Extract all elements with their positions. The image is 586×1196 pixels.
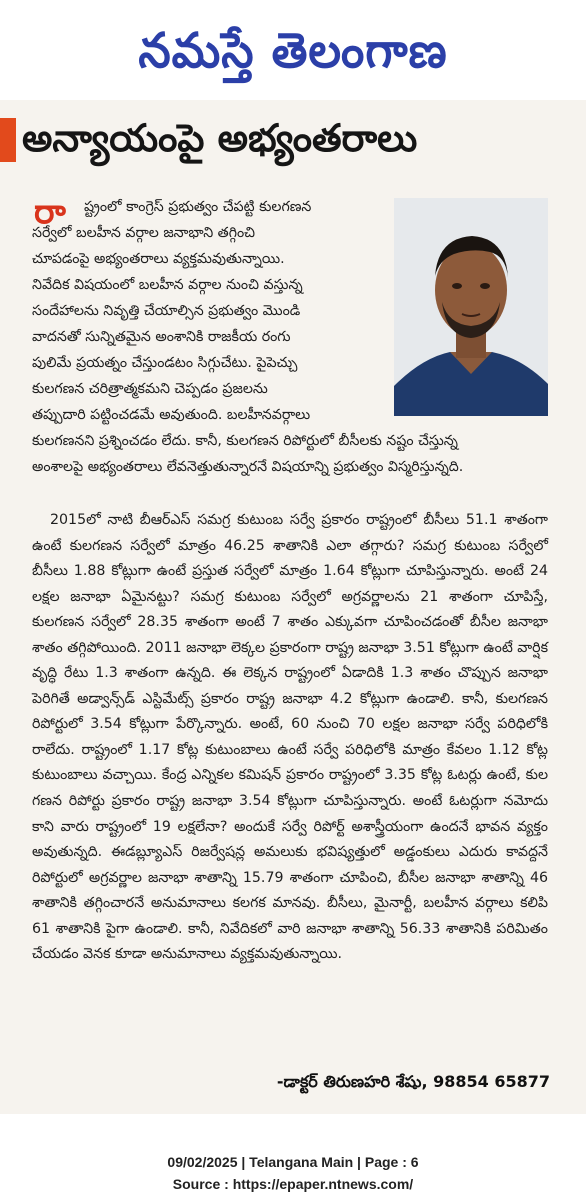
page-footer: [0, 1114, 586, 1196]
paragraph-line: కులగణన చరిత్రాత్మకమని చెప్పడం ప్రజలను: [32, 381, 268, 397]
paragraph-line: అంశాలపై అభ్యంతరాలు లేవనెత్తుతున్నారనే విషయాన్ని ప్రభుత్వం విస్మరిస్తున్నది.: [32, 459, 464, 475]
article-clipping: [0, 100, 586, 1114]
paragraph-line: సందేహాలను నివృత్తి చేయాల్సిన ప్రభుత్వం మొండి: [32, 303, 301, 319]
paragraph-line: ష్ట్రంలో కాంగ్రెస్ ప్రభుత్వం చేపట్టి కులగణన: [84, 199, 312, 215]
drop-cap: రా: [34, 192, 66, 232]
article-paragraph-1: [32, 194, 548, 480]
paragraph-line: నివేదిక విషయంలో బలహీన వర్గాల నుంచి వస్తున్న: [32, 277, 303, 293]
footer-edition-info: 09/02/2025 | Telangana Main | Page : 6: [167, 1154, 419, 1170]
paragraph-line: తప్పుదారి పట్టించడమే అవుతుంది. బలహీనవర్గాలు: [32, 407, 311, 423]
article-paragraph-2: 2015లో నాటి బీఆర్ఎస్ సమగ్ర కుటుంబ సర్వే ప్రకారం రాష్ట్రంలో బీసీలు 51.1 శాతంగా ఉంటే కులగణన సర్వేలో మాత్రం 46.25 శాతానికి ఎలా తగ్గారు? సమగ్ర కుటుంబ సర్వేలో బీసీలు 1.88 కోట్లుగా ఉంటే ప్రస్తుత సర్వేలో మాత్రం 1.64 కోట్లుగా చూపిస్తున్నారు. అంటే 24 లక్షల జనాభా ఏమైనట్టు? సమగ్ర కుటుంబ సర్వేలో అగ్రవర్ణాలను 21 శాతంగా చూపిస్తే, కులగణన సర్వేలో 28.35 శాతంగా అంటే 7 శాతం ఎక్కువగా చూపించడంతో బీసీల జనాభా శాతం తగ్గిపోయింది. 2011 జనాభా లెక్కల ప్రకారంగా రాష్ట్ర జనాభా 3.51 కోట్లుగా ఉంటే వార్షిక వృద్ధి రేటు 1.3 శాతంగా ఉన్నది. ఈ లెక్కన రాష్ట్రంలో ఏడాదికి 1.3 శాతం చొప్పున జనాభా పెరిగితే అడ్వాన్స్‌డ్ ఎస్టిమేట్స్ ప్రకారం రాష్ట్ర జనాభా 4.2 కోట్లుగా ఉండాలి. కానీ, కులగణన రిపోర్టులో 3.54 కోట్లుగా పేర్కొన్నారు. అంటే, 60 నుంచి 70 లక్షల జనాభా సర్వే పరిధిలోకి రాలేదు. రాష్ట్రంలో 1.17 కోట్ల కుటుంబాలు ఉంటే సర్వే పరిధిలోకి మాత్రం కేవలం 1.12 కోట్ల కుటుంబాలు వచ్చాయి. కేంద్ర ఎన్నికల కమిషన్ ప్రకారం రాష్ట్రంలో 3.35 కోట్ల ఓటర్లు ఉంటే, కుల గణన రిపోర్టు ప్రకారం రాష్ట్ర జనాభా 3.54 కోట్లుగా చూపిస్తున్నారు. అంటే ఓటర్లుగా నమోదు కాని వారు రాష్ట్రంలో 19 లక్షలేనా? అందుకే సర్వే రిపోర్ట్ అశాస్త్రీయంగా ఉందనే భావన వ్యక్తం అవుతున్నది. ఈడబ్ల్యూఎస్ రిజర్వేషన్ల అమలుకు భవిష్యత్తులో అడ్డంకులు ఎదురు కావద్దనే రిపోర్టులో అగ్రవర్ణాల జనాభా శాతాన్ని 15.79 శాతంగా చూపించి, బీసీల జనాభా శాతాన్ని 46 శాతానికి తగ్గించారనే అనుమానాలు కలగక మానవు. బీసీలు, మైనార్టీ, బలహీన వర్గాలు కలిపి 61 శాతానికి పైగా ఉండాలి. కానీ, నివేదికలో వారి జనాభా శాతాన్ని 56.33 శాతానికి పరిమితం చేయడం వెనక కూడా అనుమానాలు వ్యక్తమవుతున్నాయి.: [32, 512, 548, 963]
paragraph-line: కులగణనని ప్రశ్నించడం లేదు. కానీ, కులగణన రిపోర్టులో బీసీలకు నష్టం చేస్తున్న: [32, 433, 458, 449]
headline-accent-bar: [0, 118, 16, 162]
paragraph-line: చూపడంపై అభ్యంతరాలు వ్యక్తమవుతున్నాయి.: [32, 251, 285, 267]
article-headline: అన్యాయంపై అభ్యంతరాలు: [22, 116, 418, 160]
masthead: [0, 0, 586, 100]
paragraph-line: పులిమే ప్రయత్నం చేస్తుండటం సిగ్గుచేటు. పైపెచ్చు: [32, 355, 298, 371]
newspaper-logo: నమస్తే తెలంగాణ: [138, 21, 448, 79]
author-byline: -డాక్టర్ తిరుణహరి శేషు, 98854 65877: [276, 1072, 550, 1091]
paragraph-line: వాదనతో సున్నితమైన అంశానికి రాజకీయ రంగు: [32, 329, 291, 345]
footer-source: Source : https://epaper.ntnews.com/: [172, 1176, 414, 1192]
paragraph-line: సర్వేలో బలహీన వర్గాల జనాభాని తగ్గించి: [32, 225, 256, 241]
